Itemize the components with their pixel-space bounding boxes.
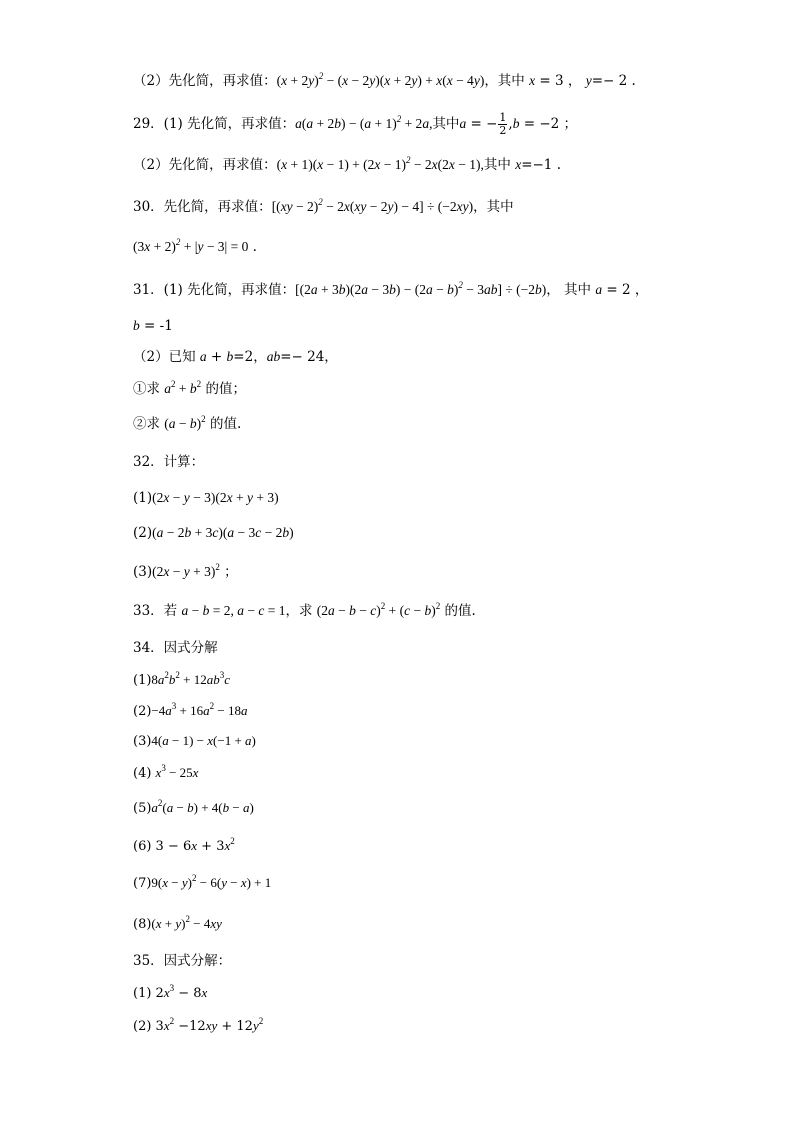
q31-part2: （2）已知 a + b=2，ab=− 24， bbox=[133, 349, 338, 365]
q30-line2: $(3x + 2)^2 + |y - 3| = 0$ . bbox=[133, 237, 257, 255]
q31-part1-line2: b = -1 bbox=[133, 318, 173, 334]
q34-item5: $(5)a^2(a - b) + 4(b - a)$ bbox=[133, 798, 254, 816]
q30-line1: 30．先化简，再求值：[(xy − 2)$^2$ − 2x(xy − 2y) − 4] ÷ (−2xy)，其中 bbox=[133, 197, 514, 215]
q34-item7: $(7)9(x - y)^2 - 6(y - x) + 1$ bbox=[133, 873, 272, 891]
q32-item2: (2)(a − 2b + 3c)(a − 3c − 2b) bbox=[133, 525, 294, 541]
q29-part2: （2）先化简，再求值：$(x + 1)(x - 1) + (2x - 1)^2 - 2x(2x - 1)$,其中 x=−1 . bbox=[133, 155, 561, 173]
q28-part2-expr: $(x + 2y)^2 - (x - 2y)(x + 2y) + x(x - 4y)$ bbox=[276, 71, 485, 88]
q34-item1: $(1)8a^2b^2 + 12ab^3c$ bbox=[133, 670, 231, 688]
q32-heading: 32．计算： bbox=[133, 454, 205, 470]
q34-item6: (6) $3 - 6x + 3x^2$ bbox=[133, 836, 235, 854]
q32-item3: $(3)(2x - y + 3)^2$ ； bbox=[133, 562, 238, 580]
q33: 33．若 a − b = 2, a − c = 1，求 $(2a - b - c)^2 + (c - b)^2$ 的值. bbox=[133, 601, 476, 619]
q34-heading: 34．因式分解 bbox=[133, 640, 218, 656]
q28-part2-label: （2）先化简，再求值： bbox=[133, 73, 277, 89]
q31-part1-line1: 31．(1) 先化简，再求值：$[(2a + 3b)(2a - 3b) - (2a - b)^2 - 3ab] \div (-2b)$， 其中 a = 2 ， bbox=[133, 280, 649, 298]
q29-part1: 29．(1) 先化简，再求值：$a(a + 2b) - (a + 1)^2 + 2a$,其中a = − $\frac{1}{2}$ ,b = −2 ； bbox=[133, 111, 578, 137]
q35-item1: (1) $2x^3 - 8x$ bbox=[133, 983, 208, 1001]
q34-item3: (3)4(a − 1) − x(−1 + a) bbox=[133, 733, 256, 749]
q35-item2: (2) $3x^2 -12xy + 12y^2$ bbox=[133, 1016, 264, 1034]
q34-item2: $(2)-4a^3 + 16a^2 - 18a$ bbox=[133, 701, 248, 719]
q31-part2-sub1: ①求 $a^2 + b^2$ 的值； bbox=[133, 379, 246, 397]
q34-item4: (4) $x^3 - 25x$ bbox=[133, 763, 199, 781]
q28-part2: （2）先化简，再求值：$(x + 2y)^2 - (x - 2y)(x + 2y) + x(x - 4y)$，其中 x = 3 ， y=− 2 . bbox=[133, 71, 636, 89]
fraction-one-half: $\frac{1}{2}$ bbox=[499, 111, 507, 137]
q35-heading: 35．因式分解： bbox=[133, 953, 232, 969]
q34-item8: $(8)(x + y)^2 - 4xy$ bbox=[133, 914, 222, 932]
q31-part2-sub2: ②求 $(a - b)^2$ 的值. bbox=[133, 414, 242, 432]
q32-item1: (1)(2x − y − 3)(2x + y + 3) bbox=[133, 490, 279, 506]
